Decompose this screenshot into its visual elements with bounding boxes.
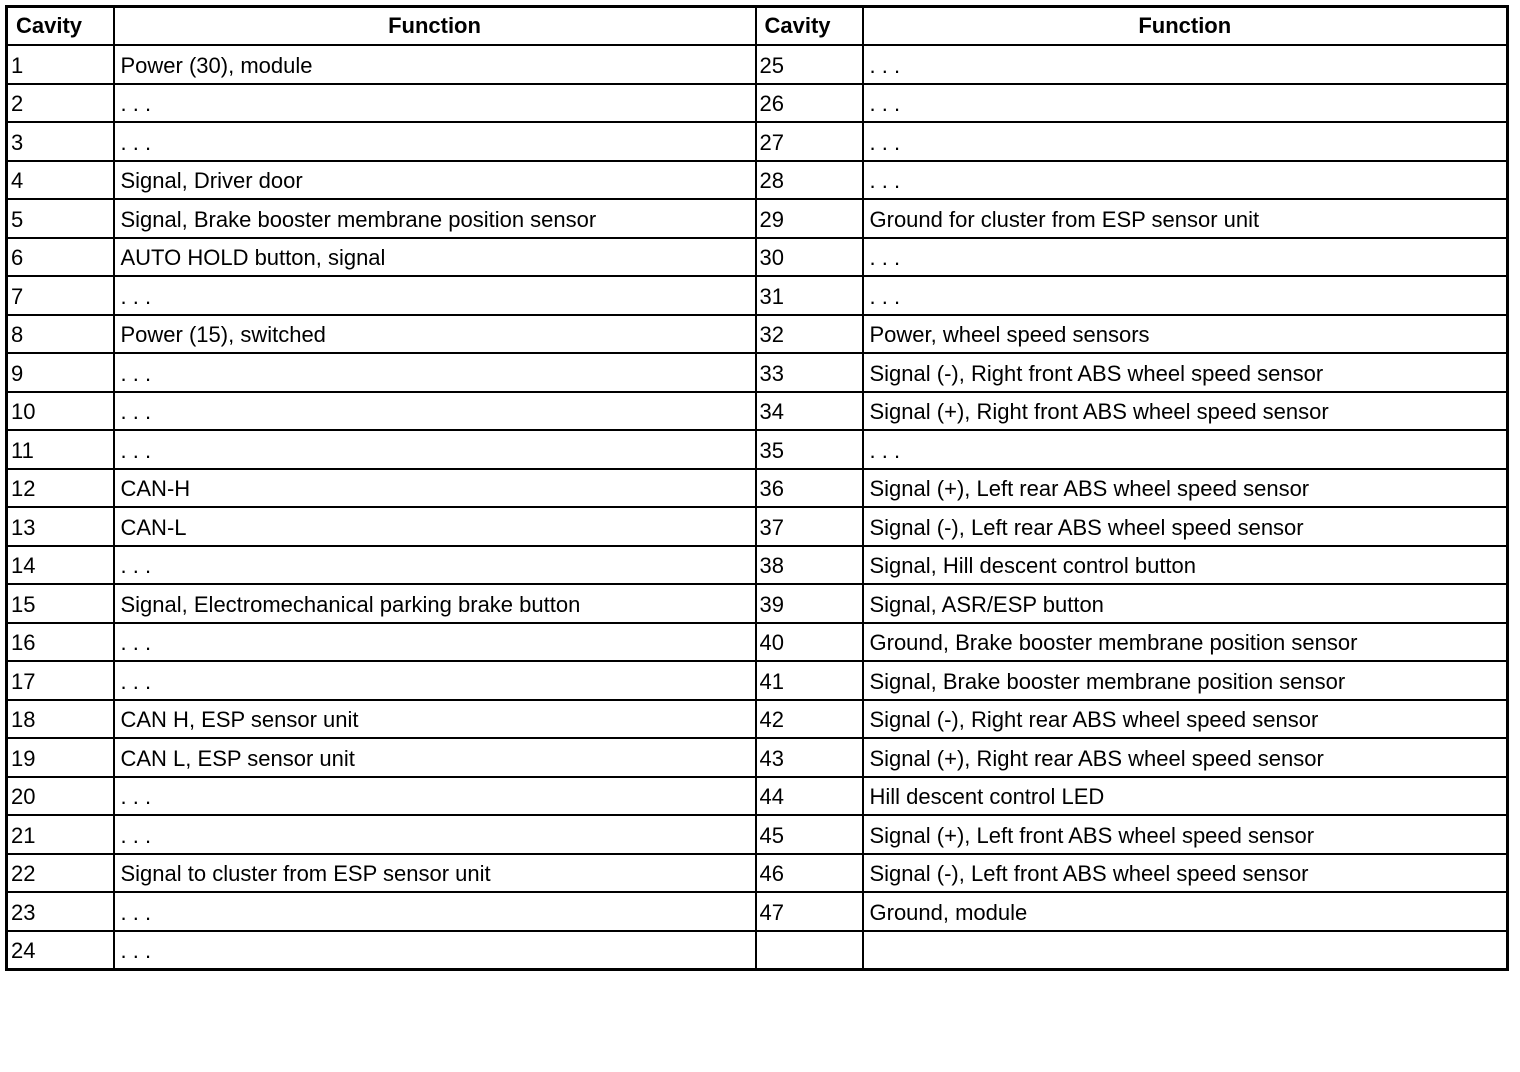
function-cell-left: CAN H, ESP sensor unit: [114, 700, 756, 739]
function-cell-right: [863, 931, 1508, 970]
cavity-cell-left: 14: [7, 546, 114, 585]
function-cell-right: . . .: [863, 122, 1508, 161]
function-cell-left: . . .: [114, 815, 756, 854]
cavity-cell-right: 36: [756, 469, 863, 508]
table-row: [7, 84, 1508, 123]
cavity-cell-right: 43: [756, 738, 863, 777]
cavity-cell-left: 24: [7, 931, 114, 970]
table-row: [7, 315, 1508, 354]
function-cell-left: CAN-L: [114, 507, 756, 546]
function-cell-right: . . .: [863, 161, 1508, 200]
function-cell-right: Signal, Hill descent control button: [863, 546, 1508, 585]
table-row: [7, 815, 1508, 854]
cavity-cell-left: 15: [7, 584, 114, 623]
cavity-cell-right: 33: [756, 353, 863, 392]
function-cell-left: . . .: [114, 623, 756, 662]
cavity-cell-right: 37: [756, 507, 863, 546]
table-row: [7, 931, 1508, 970]
cavity-cell-left: 20: [7, 777, 114, 816]
table-row: [7, 892, 1508, 931]
function-cell-right: Signal (+), Right rear ABS wheel speed sensor: [863, 738, 1508, 777]
cavity-cell-right: 45: [756, 815, 863, 854]
cavity-header-left: Cavity: [7, 7, 114, 46]
function-cell-right: . . .: [863, 84, 1508, 123]
function-cell-right: . . .: [863, 45, 1508, 84]
cavity-cell-left: 21: [7, 815, 114, 854]
cavity-cell-right: 25: [756, 45, 863, 84]
table-row: [7, 45, 1508, 84]
cavity-cell-left: 17: [7, 661, 114, 700]
function-cell-left: Signal, Electromechanical parking brake button: [114, 584, 756, 623]
function-cell-left: Power (15), switched: [114, 315, 756, 354]
cavity-cell-right: [756, 931, 863, 970]
function-cell-right: Signal (+), Left rear ABS wheel speed sensor: [863, 469, 1508, 508]
cavity-cell-left: 22: [7, 854, 114, 893]
cavity-cell-left: 11: [7, 430, 114, 469]
function-cell-left: Signal, Brake booster membrane position sensor: [114, 199, 756, 238]
function-cell-left: . . .: [114, 892, 756, 931]
function-cell-right: . . .: [863, 238, 1508, 277]
table-row: [7, 469, 1508, 508]
cavity-cell-right: 29: [756, 199, 863, 238]
table-row: [7, 238, 1508, 277]
function-cell-right: Hill descent control LED: [863, 777, 1508, 816]
cavity-cell-left: 13: [7, 507, 114, 546]
cavity-cell-left: 6: [7, 238, 114, 277]
function-cell-left: . . .: [114, 84, 756, 123]
table-row: [7, 276, 1508, 315]
cavity-cell-left: 1: [7, 45, 114, 84]
table-row: [7, 623, 1508, 662]
cavity-cell-right: 30: [756, 238, 863, 277]
function-cell-left: Power (30), module: [114, 45, 756, 84]
table-row: [7, 392, 1508, 431]
cavity-cell-left: 16: [7, 623, 114, 662]
function-cell-right: Signal (+), Right front ABS wheel speed sensor: [863, 392, 1508, 431]
table-row: [7, 353, 1508, 392]
cavity-cell-left: 18: [7, 700, 114, 739]
function-cell-right: Signal (-), Left rear ABS wheel speed sensor: [863, 507, 1508, 546]
function-cell-right: . . .: [863, 276, 1508, 315]
function-cell-right: Ground, module: [863, 892, 1508, 931]
function-cell-left: AUTO HOLD button, signal: [114, 238, 756, 277]
function-cell-left: . . .: [114, 122, 756, 161]
function-cell-right: Signal (+), Left front ABS wheel speed sensor: [863, 815, 1508, 854]
cavity-cell-left: 23: [7, 892, 114, 931]
cavity-cell-right: 28: [756, 161, 863, 200]
cavity-cell-left: 19: [7, 738, 114, 777]
function-cell-left: . . .: [114, 931, 756, 970]
table-row: [7, 584, 1508, 623]
table-row: [7, 122, 1508, 161]
function-cell-left: . . .: [114, 430, 756, 469]
function-cell-right: Ground for cluster from ESP sensor unit: [863, 199, 1508, 238]
function-cell-left: . . .: [114, 353, 756, 392]
table-row: [7, 546, 1508, 585]
cavity-cell-right: 46: [756, 854, 863, 893]
table-row: [7, 199, 1508, 238]
table-row: [7, 738, 1508, 777]
function-header-right: Function: [863, 7, 1508, 46]
function-header-left: Function: [114, 7, 756, 46]
cavity-cell-right: 47: [756, 892, 863, 931]
function-cell-right: . . .: [863, 430, 1508, 469]
cavity-cell-right: 27: [756, 122, 863, 161]
function-cell-left: CAN L, ESP sensor unit: [114, 738, 756, 777]
table-row: [7, 430, 1508, 469]
table-row: [7, 854, 1508, 893]
function-cell-left: . . .: [114, 661, 756, 700]
cavity-cell-left: 7: [7, 276, 114, 315]
cavity-cell-left: 3: [7, 122, 114, 161]
cavity-cell-left: 8: [7, 315, 114, 354]
cavity-cell-right: 26: [756, 84, 863, 123]
function-cell-left: CAN-H: [114, 469, 756, 508]
function-cell-left: Signal to cluster from ESP sensor unit: [114, 854, 756, 893]
cavity-cell-left: 2: [7, 84, 114, 123]
table-body: [7, 45, 1508, 969]
connector-pinout-table: [5, 5, 1509, 971]
function-cell-right: Signal, Brake booster membrane position sensor: [863, 661, 1508, 700]
function-cell-right: Signal (-), Left front ABS wheel speed sensor: [863, 854, 1508, 893]
cavity-cell-right: 40: [756, 623, 863, 662]
cavity-cell-right: 41: [756, 661, 863, 700]
table-row: [7, 777, 1508, 816]
cavity-header-right: Cavity: [756, 7, 863, 46]
function-cell-right: Signal, ASR/ESP button: [863, 584, 1508, 623]
table-header-row: [7, 7, 1508, 46]
cavity-cell-right: 44: [756, 777, 863, 816]
cavity-cell-right: 42: [756, 700, 863, 739]
function-cell-left: . . .: [114, 276, 756, 315]
table-row: [7, 700, 1508, 739]
cavity-cell-right: 32: [756, 315, 863, 354]
cavity-cell-left: 10: [7, 392, 114, 431]
cavity-cell-left: 4: [7, 161, 114, 200]
function-cell-right: Ground, Brake booster membrane position sensor: [863, 623, 1508, 662]
function-cell-left: . . .: [114, 546, 756, 585]
cavity-cell-right: 31: [756, 276, 863, 315]
cavity-cell-right: 34: [756, 392, 863, 431]
function-cell-right: Power, wheel speed sensors: [863, 315, 1508, 354]
table-row: [7, 661, 1508, 700]
function-cell-right: Signal (-), Right rear ABS wheel speed sensor: [863, 700, 1508, 739]
cavity-cell-right: 39: [756, 584, 863, 623]
cavity-cell-left: 9: [7, 353, 114, 392]
function-cell-left: . . .: [114, 392, 756, 431]
cavity-cell-left: 12: [7, 469, 114, 508]
function-cell-left: . . .: [114, 777, 756, 816]
table-row: [7, 161, 1508, 200]
function-cell-right: Signal (-), Right front ABS wheel speed sensor: [863, 353, 1508, 392]
table-row: [7, 507, 1508, 546]
cavity-cell-right: 35: [756, 430, 863, 469]
function-cell-left: Signal, Driver door: [114, 161, 756, 200]
cavity-cell-left: 5: [7, 199, 114, 238]
cavity-cell-right: 38: [756, 546, 863, 585]
